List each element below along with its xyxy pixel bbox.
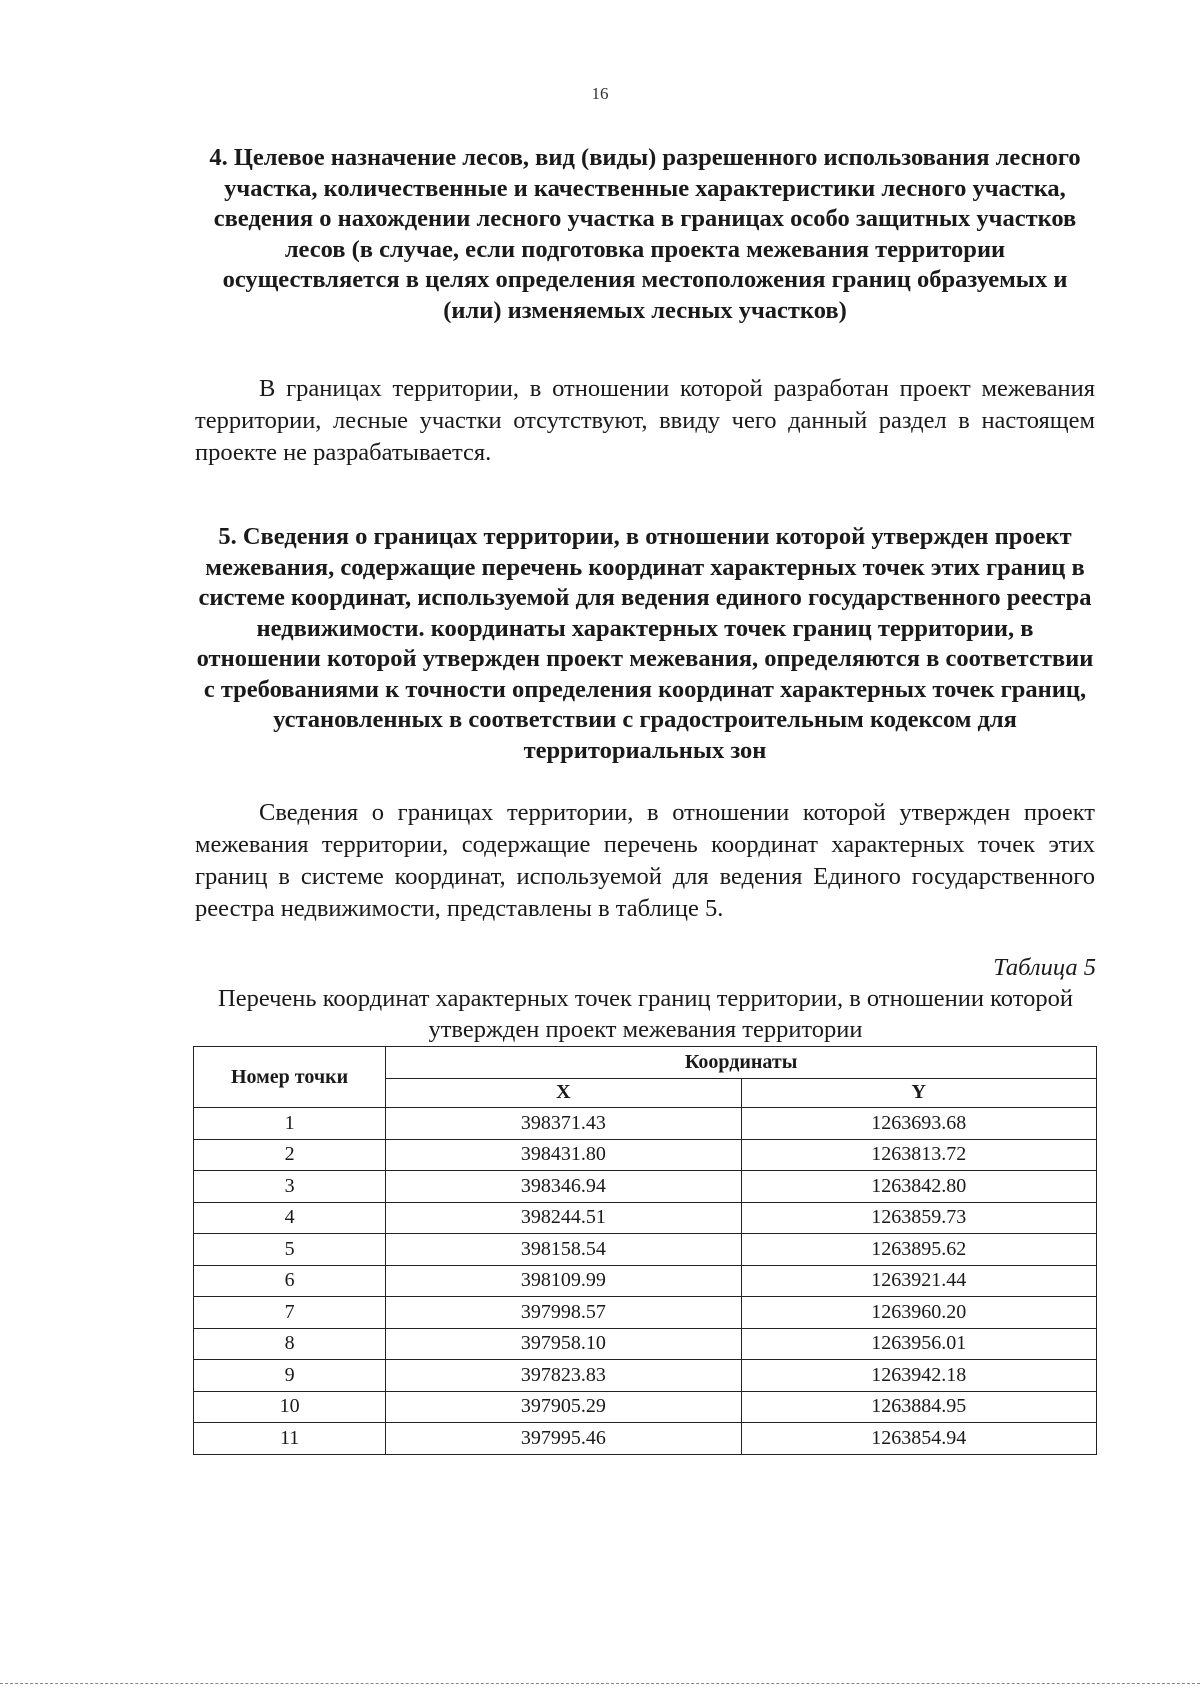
- table-label: Таблица 5: [993, 954, 1096, 981]
- cell-x: 398109.99: [386, 1265, 741, 1297]
- cell-point-number: 7: [194, 1297, 386, 1329]
- table-row: [194, 1139, 1097, 1171]
- cell-x: 398158.54: [386, 1234, 741, 1266]
- section-4-heading: 4. Целевое назначение лесов, вид (виды) разрешенного использования лесного участка, количественные и качественные характеристики лесного участка, сведения о нахождении лесного участка в границах особо защитных участков лесов (в случае, если подготовка проекта межевания территории осуществляется в целях определения местоположения границ образуемых и (или) изменяемых лесных участков): [209, 144, 1081, 324]
- header-x: X: [386, 1078, 741, 1107]
- table-row: [194, 1328, 1097, 1360]
- table-row: [194, 1391, 1097, 1423]
- cell-y: 1263859.73: [741, 1202, 1096, 1234]
- cell-point-number: 9: [194, 1360, 386, 1392]
- cell-y: 1263956.01: [741, 1328, 1096, 1360]
- table-row: [194, 1108, 1097, 1140]
- cell-point-number: 3: [194, 1171, 386, 1203]
- header-coordinates: Координаты: [386, 1047, 1097, 1079]
- cell-y: 1263693.68: [741, 1108, 1096, 1140]
- cell-x: 397905.29: [386, 1391, 741, 1423]
- cell-y: 1263884.95: [741, 1391, 1096, 1423]
- cell-x: 397823.83: [386, 1360, 741, 1392]
- cell-x: 398431.80: [386, 1139, 741, 1171]
- cell-x: 397958.10: [386, 1328, 741, 1360]
- cell-y: 1263842.80: [741, 1171, 1096, 1203]
- cell-x: 398244.51: [386, 1202, 741, 1234]
- cell-point-number: 5: [194, 1234, 386, 1266]
- table-row: [194, 1265, 1097, 1297]
- cell-point-number: 2: [194, 1139, 386, 1171]
- table-row: [194, 1297, 1097, 1329]
- cell-x: 397995.46: [386, 1423, 741, 1455]
- cell-y: 1263942.18: [741, 1360, 1096, 1392]
- cell-point-number: 11: [194, 1423, 386, 1455]
- cell-y: 1263960.20: [741, 1297, 1096, 1329]
- table-header-row: [194, 1047, 1097, 1079]
- header-point-number: Номер точки: [194, 1047, 386, 1108]
- table-row: [194, 1234, 1097, 1266]
- table-header: [194, 1047, 1097, 1108]
- cell-x: 398346.94: [386, 1171, 741, 1203]
- cell-y: 1263813.72: [741, 1139, 1096, 1171]
- table-row: [194, 1423, 1097, 1455]
- cell-point-number: 8: [194, 1328, 386, 1360]
- section-4-text: В границах территории, в отношении которой разработан проект межевания территории, лесные участки отсутствуют, ввиду чего данный раздел в настоящем проекте не разрабатывается.: [195, 375, 1095, 466]
- cell-x: 397998.57: [386, 1297, 741, 1329]
- cell-y: 1263895.62: [741, 1234, 1096, 1266]
- section-5-text: Сведения о границах территории, в отношении которой утвержден проект межевания территории, содержащие перечень координат характерных точек этих границ в системе координат, используемой для ведения Единого государственного реестра недвижимости, представлены в таблице 5.: [195, 799, 1095, 922]
- table-row: [194, 1360, 1097, 1392]
- table-row: [194, 1202, 1097, 1234]
- coordinates-table: [193, 1046, 1097, 1455]
- scan-bottom-edge: [0, 1683, 1200, 1684]
- table-body: [194, 1108, 1097, 1455]
- cell-y: 1263921.44: [741, 1265, 1096, 1297]
- table-row: [194, 1171, 1097, 1203]
- cell-x: 398371.43: [386, 1108, 741, 1140]
- section-5-heading: 5. Сведения о границах территории, в отношении которой утвержден проект межевания, содержащие перечень координат характерных точек этих границ в системе координат, используемой для ведения единого государственного реестра недвижимости. координаты характерных точек границ территории, в отношении которой утвержден проект межевания, определяются в соответствии с требованиями к точности определения координат характерных точек границ, установленных в соответствии с градостроительным кодексом для территориальных зон: [196, 523, 1094, 764]
- header-y: Y: [741, 1078, 1096, 1107]
- table-title: Перечень координат характерных точек границ территории, в отношении которой утвержден проект межевания территории: [218, 985, 1073, 1043]
- cell-point-number: 4: [194, 1202, 386, 1234]
- cell-point-number: 6: [194, 1265, 386, 1297]
- cell-point-number: 1: [194, 1108, 386, 1140]
- cell-point-number: 10: [194, 1391, 386, 1423]
- cell-y: 1263854.94: [741, 1423, 1096, 1455]
- page-number: 16: [591, 84, 609, 103]
